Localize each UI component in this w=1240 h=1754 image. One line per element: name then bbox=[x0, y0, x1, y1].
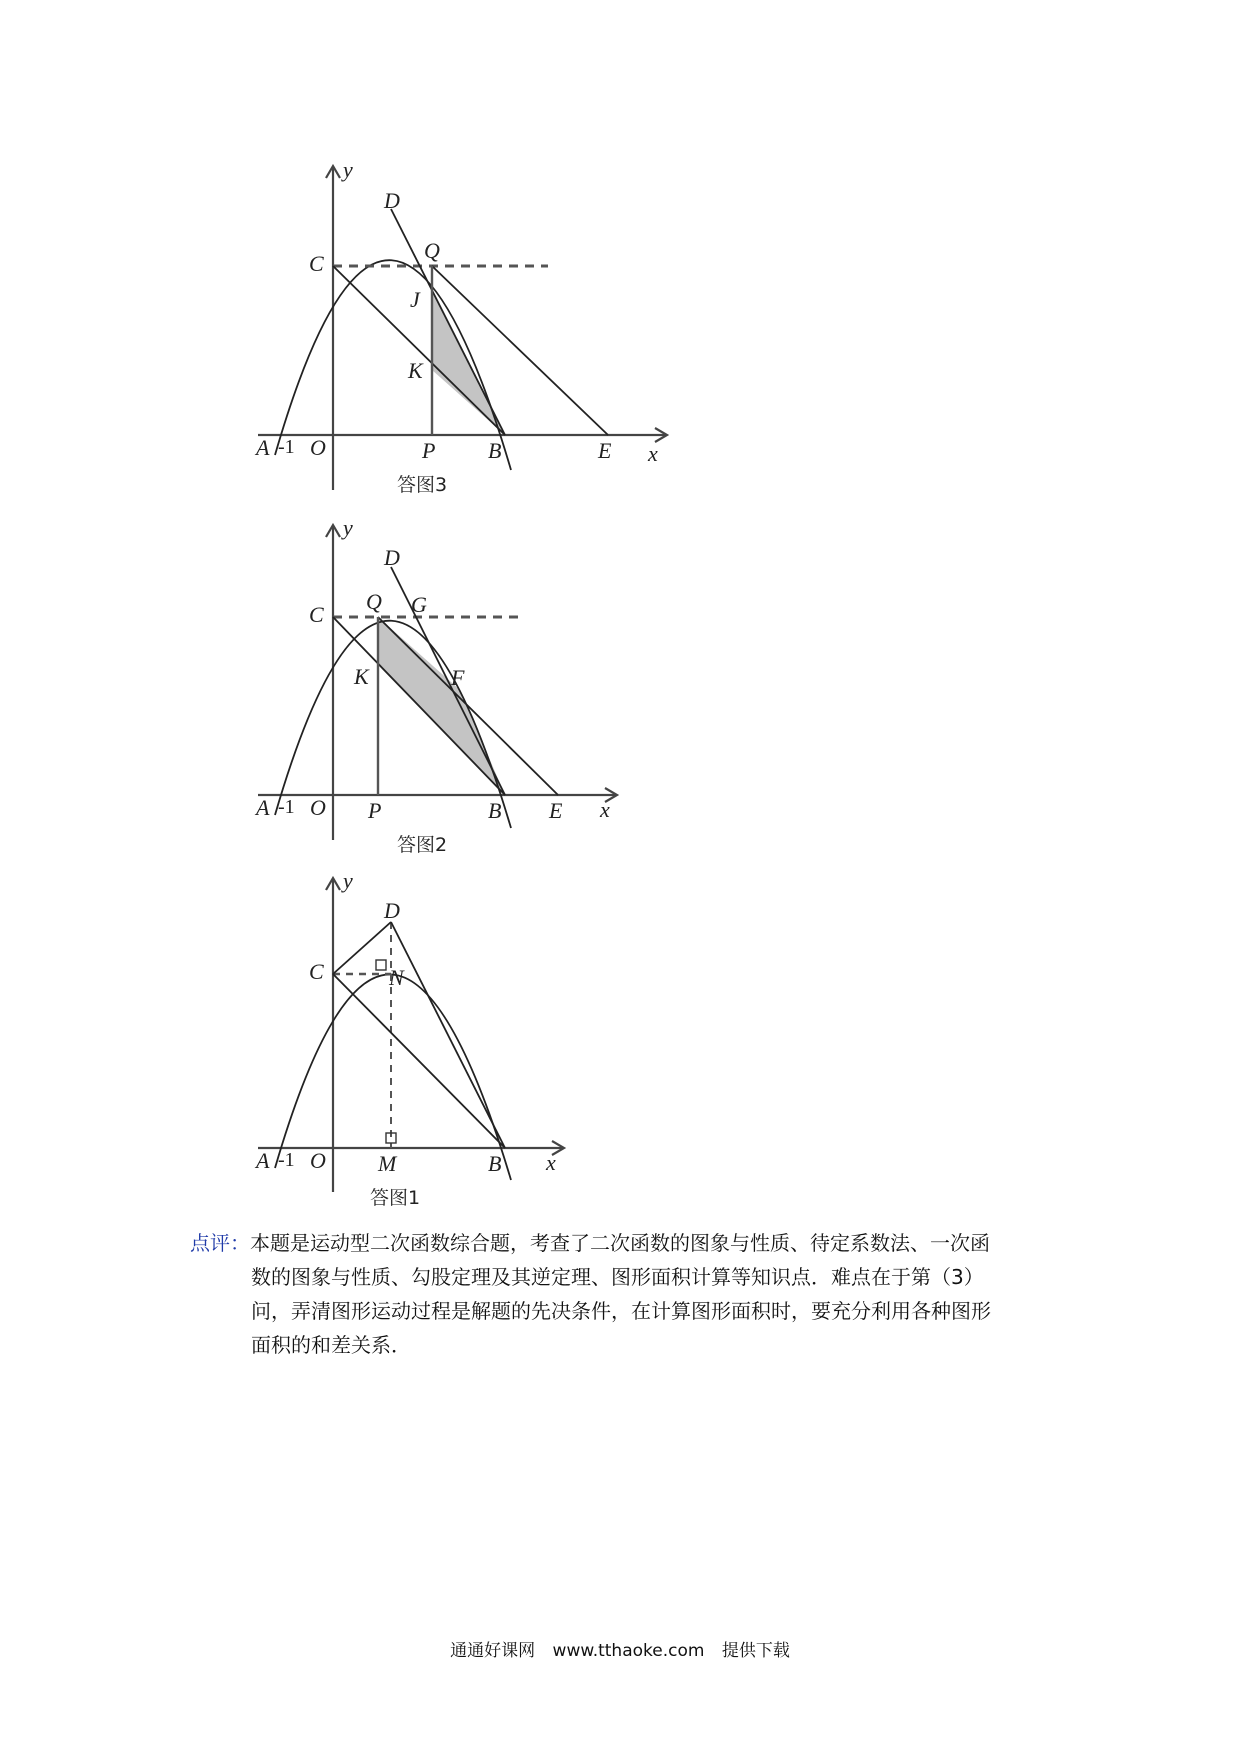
label-m: M bbox=[378, 1151, 397, 1176]
label-a: A bbox=[256, 435, 270, 460]
label-b: B bbox=[488, 438, 502, 463]
label-minus-one: -1 bbox=[278, 436, 295, 458]
footer-suffix: 提供下载 bbox=[721, 1641, 790, 1661]
label-x: x bbox=[546, 1150, 556, 1175]
label-c: C bbox=[309, 959, 324, 984]
label-y: y bbox=[343, 868, 353, 893]
figure-1-caption: 答图1 bbox=[370, 1187, 421, 1209]
comment-text-1: 本题是运动型二次函数综合题，考查了二次函数的图象与性质、待定系数法、一次函 bbox=[250, 1231, 990, 1255]
label-f: F bbox=[451, 665, 465, 690]
label-p: P bbox=[422, 438, 436, 463]
line-db bbox=[391, 922, 505, 1148]
comment-line-1 bbox=[190, 1226, 1070, 1260]
label-b: B bbox=[488, 1151, 502, 1176]
label-a: A bbox=[256, 795, 270, 820]
label-g: G bbox=[411, 592, 427, 617]
label-d: D bbox=[384, 898, 400, 923]
label-n: N bbox=[389, 965, 404, 990]
label-j: J bbox=[410, 287, 420, 312]
line-cb bbox=[333, 974, 505, 1148]
label-e: E bbox=[549, 798, 563, 823]
comment-label: 点评 bbox=[190, 1231, 230, 1255]
comment-line-2: 数的图象与性质、勾股定理及其逆定理、图形面积计算等知识点．难点在于第（3） bbox=[251, 1265, 984, 1289]
label-d: D bbox=[384, 188, 400, 213]
label-q: Q bbox=[424, 238, 440, 263]
label-a: A bbox=[256, 1148, 270, 1173]
label-e: E bbox=[598, 438, 612, 463]
label-b: B bbox=[488, 798, 502, 823]
page-footer bbox=[0, 1636, 1240, 1661]
comment-line-4: 面积的和差关系． bbox=[251, 1333, 411, 1357]
footer-site-name: 通通好课网 bbox=[450, 1641, 536, 1661]
figure-2-caption: 答图2 bbox=[397, 834, 448, 856]
label-k: K bbox=[408, 358, 423, 383]
label-o: O bbox=[310, 1148, 326, 1173]
label-p: P bbox=[368, 798, 382, 823]
label-y: y bbox=[343, 515, 353, 540]
comment-label-colon: ： bbox=[230, 1231, 250, 1255]
label-y: y bbox=[343, 157, 353, 182]
label-k: K bbox=[354, 664, 369, 689]
label-minus-one: -1 bbox=[278, 796, 295, 818]
footer-url: www.tthaoke.com bbox=[552, 1641, 705, 1661]
label-c: C bbox=[309, 602, 324, 627]
label-q: Q bbox=[366, 589, 382, 614]
label-d: D bbox=[384, 545, 400, 570]
comment-paragraph bbox=[190, 1226, 1070, 1362]
line-cd bbox=[333, 922, 391, 974]
label-minus-one: -1 bbox=[278, 1149, 295, 1171]
label-x: x bbox=[648, 441, 658, 466]
label-o: O bbox=[310, 435, 326, 460]
label-c: C bbox=[309, 251, 324, 276]
figure-3-caption: 答图3 bbox=[397, 474, 448, 496]
comment-line-3: 问，弄清图形运动过程是解题的先决条件，在计算图形面积时，要充分利用各种图形 bbox=[251, 1299, 991, 1323]
label-x: x bbox=[600, 797, 610, 822]
label-o: O bbox=[310, 795, 326, 820]
right-angle-mark-n bbox=[376, 960, 386, 970]
